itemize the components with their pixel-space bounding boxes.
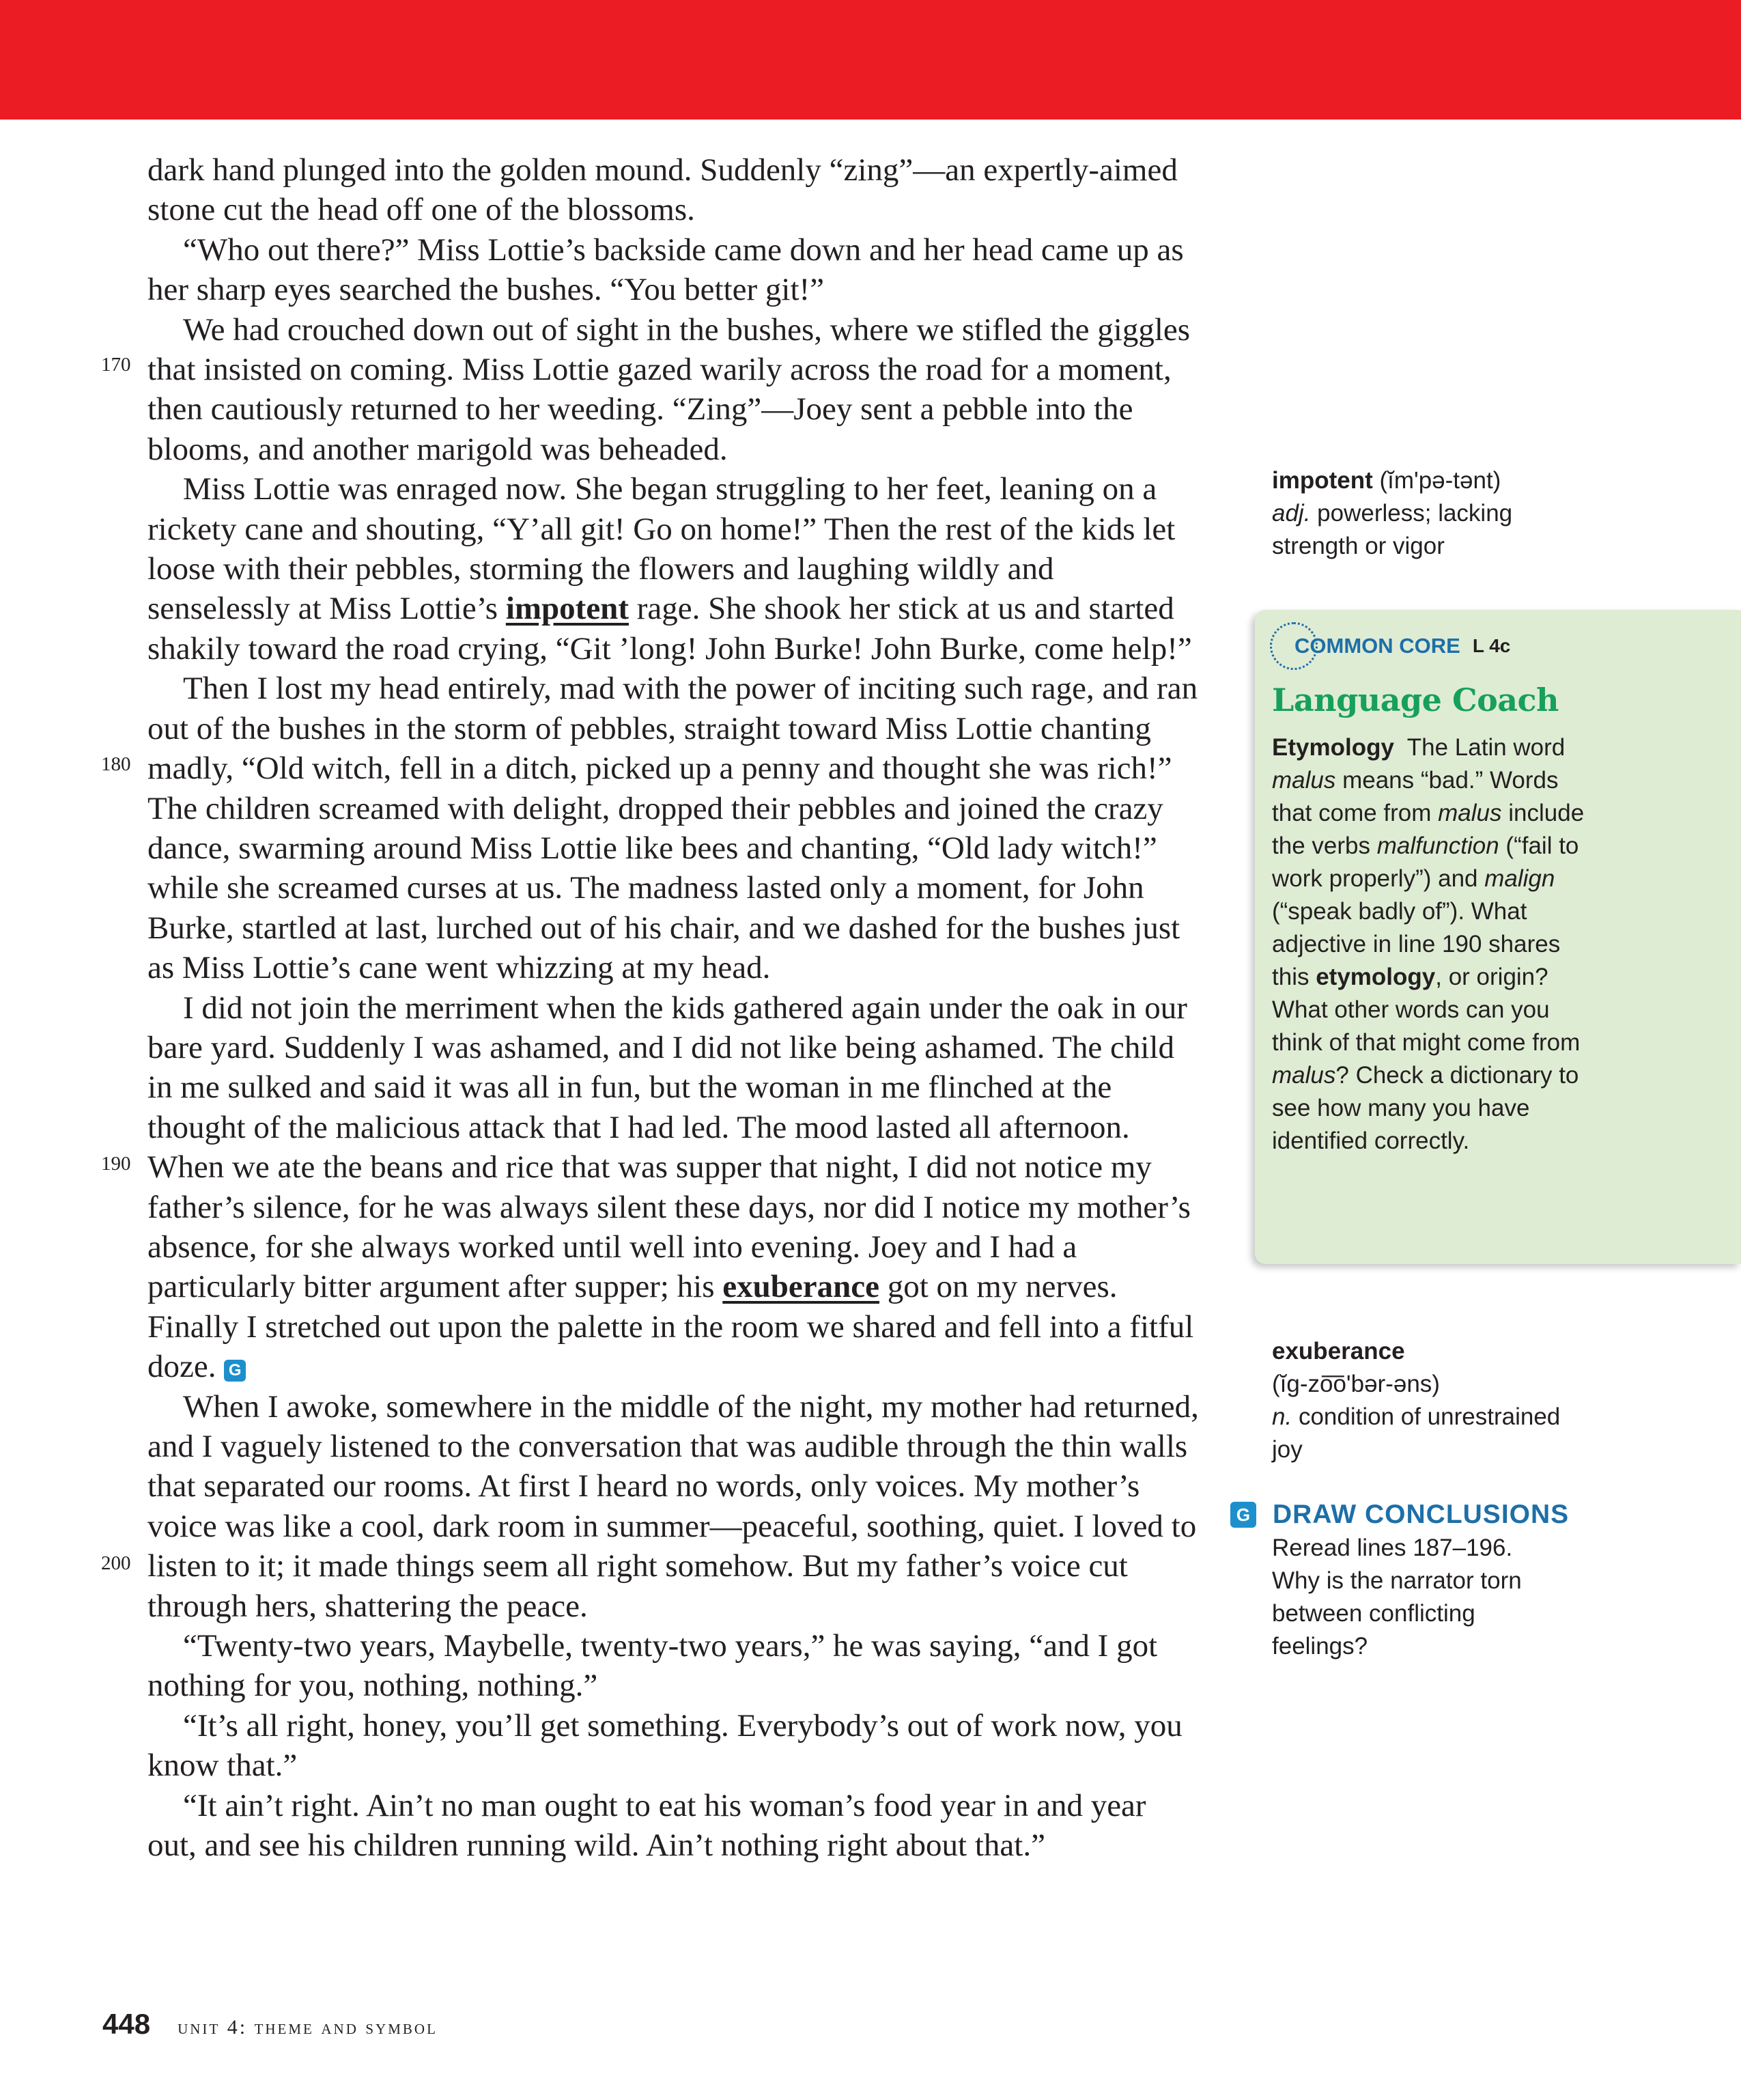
- text-run: got on my nerves. Finally I stretched out upon the palette in the room we shared and fell into a fitful doze.: [147, 1269, 1194, 1385]
- page-number: 448: [102, 2008, 151, 2040]
- glossary-pos: n.: [1272, 1403, 1292, 1430]
- glossary-definition: powerless; lacking strength or vigor: [1272, 500, 1513, 559]
- common-core-label: COMMON CORE: [1294, 634, 1460, 658]
- italic-term: malus: [1272, 1062, 1336, 1089]
- text-run: include the verbs: [1272, 800, 1585, 859]
- glossary-pronunciation: (ĭg-zo͞oʹbər-əns): [1272, 1371, 1440, 1397]
- line-number: 190: [101, 1153, 131, 1175]
- glossary-pos: adj.: [1272, 500, 1311, 527]
- line-number: 170: [101, 354, 131, 376]
- paragraph: “It ain’t right. Ain’t no man ought to eat his woman’s food year in and year out, and see his children running wild. Ain’t nothing right about that.”: [147, 1787, 1146, 1864]
- text-run: rage. She shook her stick at us and started shakily toward the road crying, “Git ’long! John Burke! John Burke, come help!”: [147, 591, 1192, 667]
- paragraph: Then I lost my head entirely, mad with the power of inciting such rage, and ran out of the bushes in the storm of pebbles, straight toward Miss Lottie chanting madly, “Old witch, fell in a ditch, picked up a penny and thought she was rich!” The children screamed with delight, dropped their pebbles and joined the crazy dance, swarming around Miss Lottie like bees and chanting, “Old lady witch!” while she screamed curses at us. The madness lasted only a moment, for John Burke, startled at last, lurched out of his chair, and we dashed for the bushes just as Miss Lottie’s cane went whizzing at my head.: [147, 671, 1198, 986]
- annotation-marker-g[interactable]: G: [224, 1360, 246, 1382]
- vocab-word-impotent[interactable]: impotent: [505, 591, 629, 627]
- standard-code: L 4c: [1472, 635, 1511, 656]
- paragraph: We had crouched down out of sight in the bushes, where we stifled the giggles that insisted on coming. Miss Lottie gazed warily across the road for a moment, then cautiously returned to her weeding. “Zing”—Joey sent a pebble into the blooms, and another marigold was beheaded.: [147, 311, 1191, 467]
- line-number: 200: [101, 1552, 131, 1574]
- story-text: [147, 150, 1199, 1865]
- text-run: (“fail to work properly”) and: [1272, 832, 1579, 892]
- line-number: 180: [101, 753, 131, 775]
- common-core-badge: [1270, 622, 1557, 670]
- glossary-word: exuberance: [1272, 1338, 1405, 1364]
- draw-conclusions-text: Reread lines 187–196. Why is the narrator torn between conflicting feelings?: [1272, 1535, 1522, 1660]
- paragraph: “It’s all right, honey, you’ll get something. Everybody’s out of work now, you know that.”: [147, 1707, 1183, 1784]
- paragraph: dark hand plunged into the golden mound. Suddenly “zing”—an expertly-aimed stone cut the head off one of the blossoms.: [147, 152, 1178, 228]
- unit-label: unit 4: theme and symbol: [178, 2016, 438, 2039]
- paragraph: [147, 988, 1199, 1387]
- glossary-definition: condition of unrestrained joy: [1272, 1403, 1561, 1463]
- text-run: (“speak badly of”). What adjective in line 190 shares this: [1272, 898, 1561, 990]
- italic-term: malus: [1438, 800, 1502, 826]
- vocab-word-exuberance[interactable]: exuberance: [722, 1269, 879, 1305]
- glossary-entry-exuberance: [1272, 1335, 1572, 1466]
- paragraph: “Twenty-two years, Maybelle, twenty-two years,” he was saying, “and I got nothing for you, nothing, nothing.”: [147, 1628, 1158, 1704]
- italic-term: malign: [1484, 865, 1555, 892]
- draw-conclusions-box: [1230, 1498, 1572, 1663]
- text-run: The Latin word: [1406, 734, 1566, 761]
- bold-term: etymology: [1316, 964, 1436, 990]
- paragraph: When I awoke, somewhere in the middle of the night, my mother had returned, and I vaguely listened to the conversation that was audible through the thin walls that separated our rooms. At first I heard no words, only voices. My mother’s voice was like a cool, dark room in summer—peaceful, soothing, quiet. I loved to listen to it; it made things seem all right somehow. But my father’s voice cut through hers, shattering the peace.: [147, 1388, 1199, 1624]
- annotation-marker-g[interactable]: G: [1230, 1502, 1256, 1528]
- text-run: Miss Lottie was enraged now. She began struggling to her feet, leaning on a rickety cane and shouting, “Y’all git! Go on home!” Then the rest of the kids let loose with their pebbles, storming the flowers and laughing wildly and senselessly at Miss Lottie’s: [147, 471, 1176, 627]
- coach-lead: Etymology: [1272, 734, 1394, 761]
- italic-term: malus: [1272, 767, 1336, 794]
- italic-term: malfunction: [1376, 832, 1499, 859]
- language-coach-title: Language Coach: [1272, 682, 1559, 718]
- glossary-pronunciation: (ĭmʹpə-tənt): [1379, 467, 1501, 494]
- text-run: means “bad.” Words that come from: [1272, 767, 1559, 826]
- glossary-word: impotent: [1272, 467, 1373, 494]
- draw-conclusions-title: DRAW CONCLUSIONS: [1273, 1500, 1570, 1529]
- page-footer: [102, 2008, 438, 2041]
- paragraph: [147, 469, 1199, 669]
- language-coach-box: [1255, 610, 1741, 1264]
- text-run: I did not join the merriment when the kids gathered again under the oak in our bare yard. Suddenly I was ashamed, and I did not like being ashamed. The child in me sulked and said it was all in fun, but the woman in me flinched at the thought of the malicious attack that I had led. The mood lasted all afternoon. When we ate the beans and rice that was supper that night, I did not notice my father’s silence, for he was always silent these days, nor did I notice my mother’s absence, for she always worked until well into evening. Joey and I had a particularly bitter argument after supper; his: [147, 990, 1191, 1305]
- text-run: ? Check a dictionary to see how many you have identified correctly.: [1272, 1062, 1579, 1154]
- glossary-entry-impotent: [1272, 464, 1572, 563]
- paragraph: “Who out there?” Miss Lottie’s backside came down and her head came up as her sharp eyes searched the bushes. “You better git!”: [147, 232, 1184, 308]
- draw-conclusions-heading: [1230, 1498, 1572, 1532]
- text-run: , or origin? What other words can you think of that might come from: [1272, 964, 1581, 1056]
- top-color-band: [0, 0, 1741, 120]
- language-coach-text: [1272, 731, 1600, 1158]
